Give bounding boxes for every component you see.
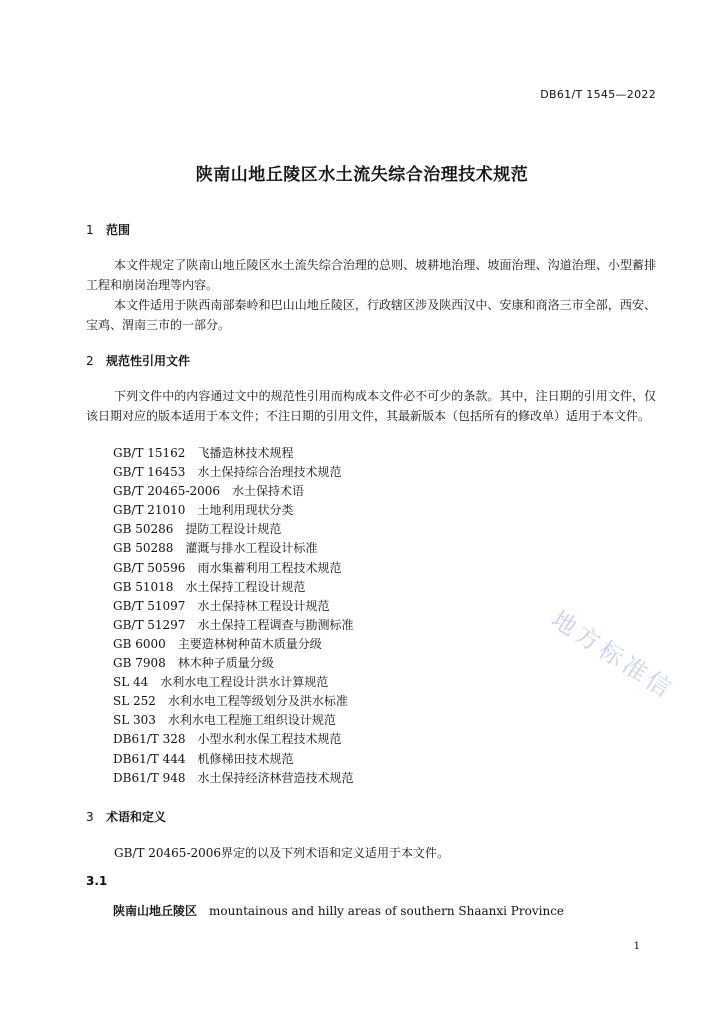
reference-item [113, 463, 354, 482]
reference-code: GB/T 16453 [113, 465, 186, 480]
reference-item [113, 539, 354, 558]
reference-name: 水土保持工程调查与勘测标准 [197, 617, 354, 632]
reference-name: 提防工程设计规范 [185, 522, 282, 537]
reference-name: 土地利用现状分类 [197, 503, 294, 518]
reference-name: 雨水集蓄利用工程技术规范 [197, 560, 342, 575]
reference-name: 灌溉与排水工程设计标准 [185, 541, 318, 556]
reference-name: 飞播造林技术规程 [197, 446, 294, 460]
reference-item [113, 597, 354, 616]
reference-item [113, 750, 354, 769]
section-3-heading [86, 808, 166, 825]
reference-item [113, 654, 354, 673]
reference-name: 水土保持林工程设计规范 [197, 598, 330, 613]
reference-name: 水土保持工程设计规范 [185, 579, 306, 594]
reference-code: GB 51018 [113, 579, 174, 594]
reference-item [113, 616, 354, 635]
reference-name: 水利水电工程等级划分及洪水标准 [167, 694, 348, 709]
section-3-number: 3 [86, 810, 94, 824]
reference-item [113, 501, 354, 520]
section-2-number: 2 [86, 354, 94, 368]
reference-name: 机修梯田技术规范 [197, 751, 294, 766]
section-1-paragraph-2 [86, 295, 656, 335]
reference-code: DB61/T 948 [113, 770, 186, 785]
reference-code: DB61/T 444 [113, 751, 186, 766]
section-1-paragraph-2-text: 本文件适用于陕西南部秦岭和巴山山地丘陵区，行政辖区涉及陕西汉中、安康和商洛三市全部，西安、宝鸡、渭南三市的一部分。 [86, 298, 656, 332]
section-1-title: 范围 [106, 223, 131, 237]
reference-code: DB61/T 328 [113, 732, 186, 747]
document-id: DB61/T 1545—2022 [540, 88, 656, 101]
reference-code: SL 303 [113, 713, 156, 728]
reference-name: 水利水电工程施工组织设计规范 [167, 713, 336, 728]
reference-item [113, 673, 354, 692]
reference-name: 水土保持术语 [232, 484, 305, 499]
reference-item [113, 444, 354, 463]
term-chinese: 陕南山地丘陵区 [113, 904, 198, 918]
reference-code: GB/T 20465-2006 [113, 484, 221, 499]
reference-item [113, 635, 354, 654]
reference-code: GB 50288 [113, 541, 174, 556]
clause-number: 3.1 [86, 874, 108, 888]
reference-code: GB/T 15162 [113, 446, 186, 460]
reference-name: 林木种子质量分级 [177, 656, 274, 671]
reference-name: 水土保持经济林营造技术规范 [197, 770, 354, 785]
reference-item [113, 730, 354, 749]
reference-code: GB 6000 [113, 636, 166, 651]
reference-code: SL 252 [113, 694, 156, 709]
section-3-title: 术语和定义 [106, 810, 167, 824]
reference-code: GB/T 50596 [113, 560, 186, 575]
reference-name: 水利水电工程设计洪水计算规范 [160, 675, 329, 690]
reference-name: 水土保持综合治理技术规范 [197, 465, 342, 480]
section-2-heading [86, 352, 190, 369]
reference-item [113, 578, 354, 597]
reference-item [113, 692, 354, 711]
reference-item [113, 482, 354, 501]
section-2-intro-text: 下列文件中的内容通过文中的规范性引用而构成本文件必不可少的条款。其中，注日期的引用文件，仅该日期对应的版本适用于本文件；不注日期的引用文件，其最新版本（包括所有的修改单）适用于本文件。 [86, 389, 656, 423]
normative-reference-list [113, 444, 354, 788]
reference-item [113, 559, 354, 578]
reference-name: 小型水利水保工程技术规范 [197, 732, 342, 747]
reference-code: GB/T 51297 [113, 617, 186, 632]
page-number: 1 [633, 941, 640, 952]
reference-name: 主要造林树种苗木质量分级 [177, 636, 322, 651]
section-2-intro [86, 386, 656, 426]
reference-code: GB/T 21010 [113, 503, 186, 518]
reference-code: GB 50286 [113, 522, 174, 537]
section-1-paragraph-1-text: 本文件规定了陕南山地丘陵区水土流失综合治理的总则、坡耕地治理、坡面治理、沟道治理、小型蓄排工程和崩岗治理等内容。 [86, 258, 656, 292]
reference-item [113, 769, 354, 788]
reference-code: GB/T 51097 [113, 598, 186, 613]
section-2-title: 规范性引用文件 [106, 354, 191, 368]
document-title: 陕南山地丘陵区水土流失综合治理技术规范 [195, 165, 529, 185]
reference-item [113, 520, 354, 539]
watermark: 地方标准信 [546, 605, 680, 705]
section-3-intro [86, 843, 656, 863]
term-entry [113, 902, 564, 919]
section-1-paragraph-1 [86, 255, 656, 295]
reference-code: GB 7908 [113, 656, 166, 671]
term-english: mountainous and hilly areas of southern Shaanxi Province [209, 904, 565, 918]
section-3-intro-text: GB/T 20465-2006界定的以及下列术语和定义适用于本文件。 [114, 846, 450, 860]
section-1-heading [86, 221, 130, 238]
reference-item [113, 711, 354, 730]
reference-code: SL 44 [113, 675, 149, 690]
section-1-number: 1 [86, 223, 94, 237]
